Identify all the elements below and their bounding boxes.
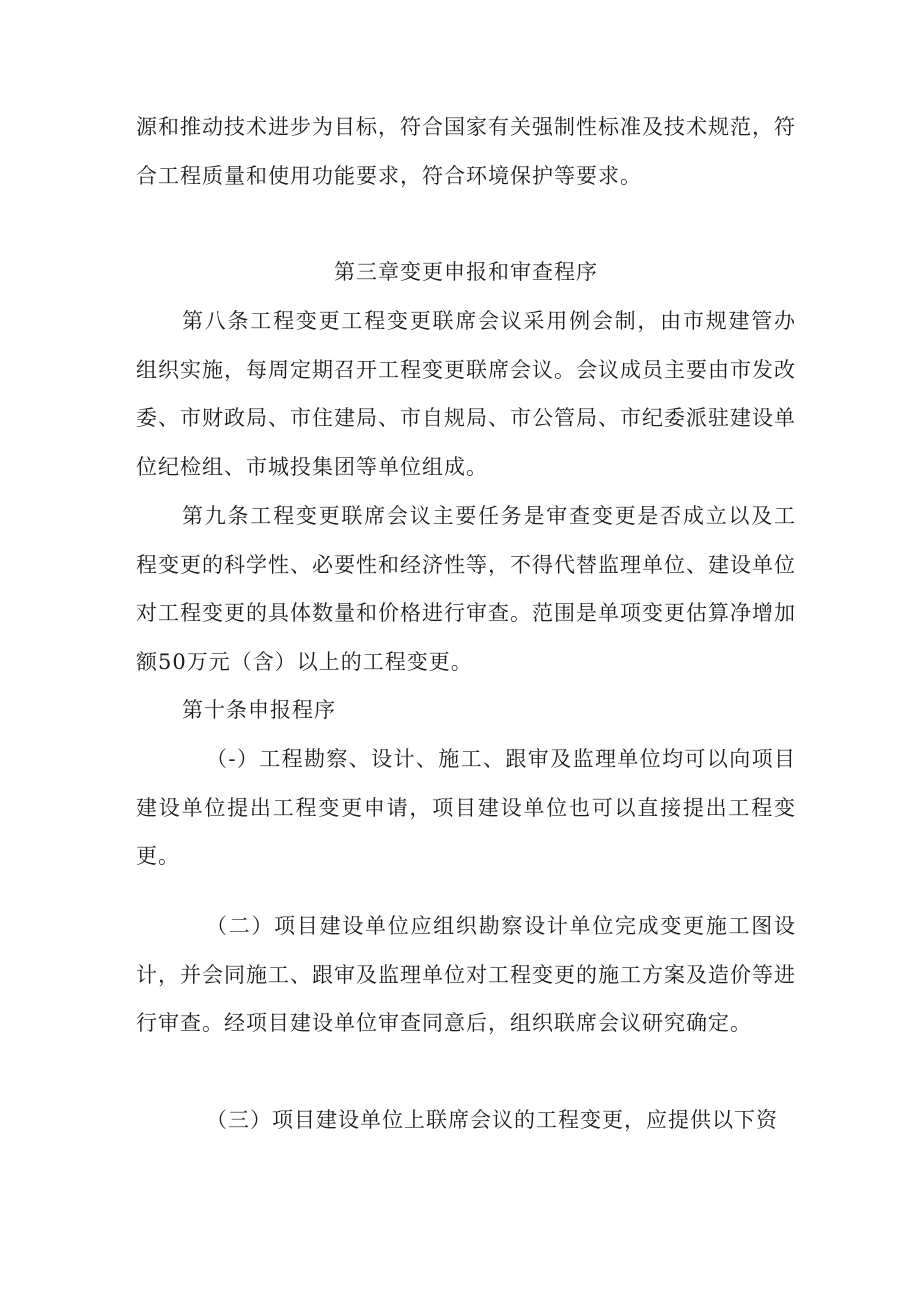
item-3-paragraph: （三）项目建设单位上联席会议的工程变更，应提供以下资	[206, 1108, 778, 1132]
article-9-paragraph: 第九条工程变更联席会议主要任务是审查变更是否成立以及工程变更的科学性、必要性和经济性等，不得代替监理单位、建设单位对工程变更的具体数量和价格进行审查。范围是单项变更估算净增加额50万元（含）以上的工程变更。	[136, 504, 796, 674]
article-10-title: 第十条申报程序	[182, 698, 336, 722]
continuation-paragraph: 源和推动技术进步为目标，符合国家有关强制性标准及技术规范，符合工程质量和使用功能要求，符合环境保护等要求。	[136, 115, 796, 188]
chapter-title: 第三章变更申报和审查程序	[334, 260, 598, 284]
article-8-paragraph: 第八条工程变更工程变更联席会议采用例会制，由市规建管办组织实施，每周定期召开工程变更联席会议。会议成员主要由市发改委、市财政局、市住建局、市自规局、市公管局、市纪委派驻建设单位纪检组、市城投集团等单位组成。	[136, 309, 796, 479]
item-2-paragraph: （二）项目建设单位应组织勘察设计单位完成变更施工图设计，并会同施工、跟审及监理单位对工程变更的施工方案及造价等进行审查。经项目建设单位审查同意后，组织联席会议研究确定。	[136, 914, 796, 1035]
item-1-paragraph: （-）工程勘察、设计、施工、跟审及监理单位均可以向项目建设单位提出工程变更申请，项目建设单位也可以直接提出工程变更。	[136, 747, 796, 868]
